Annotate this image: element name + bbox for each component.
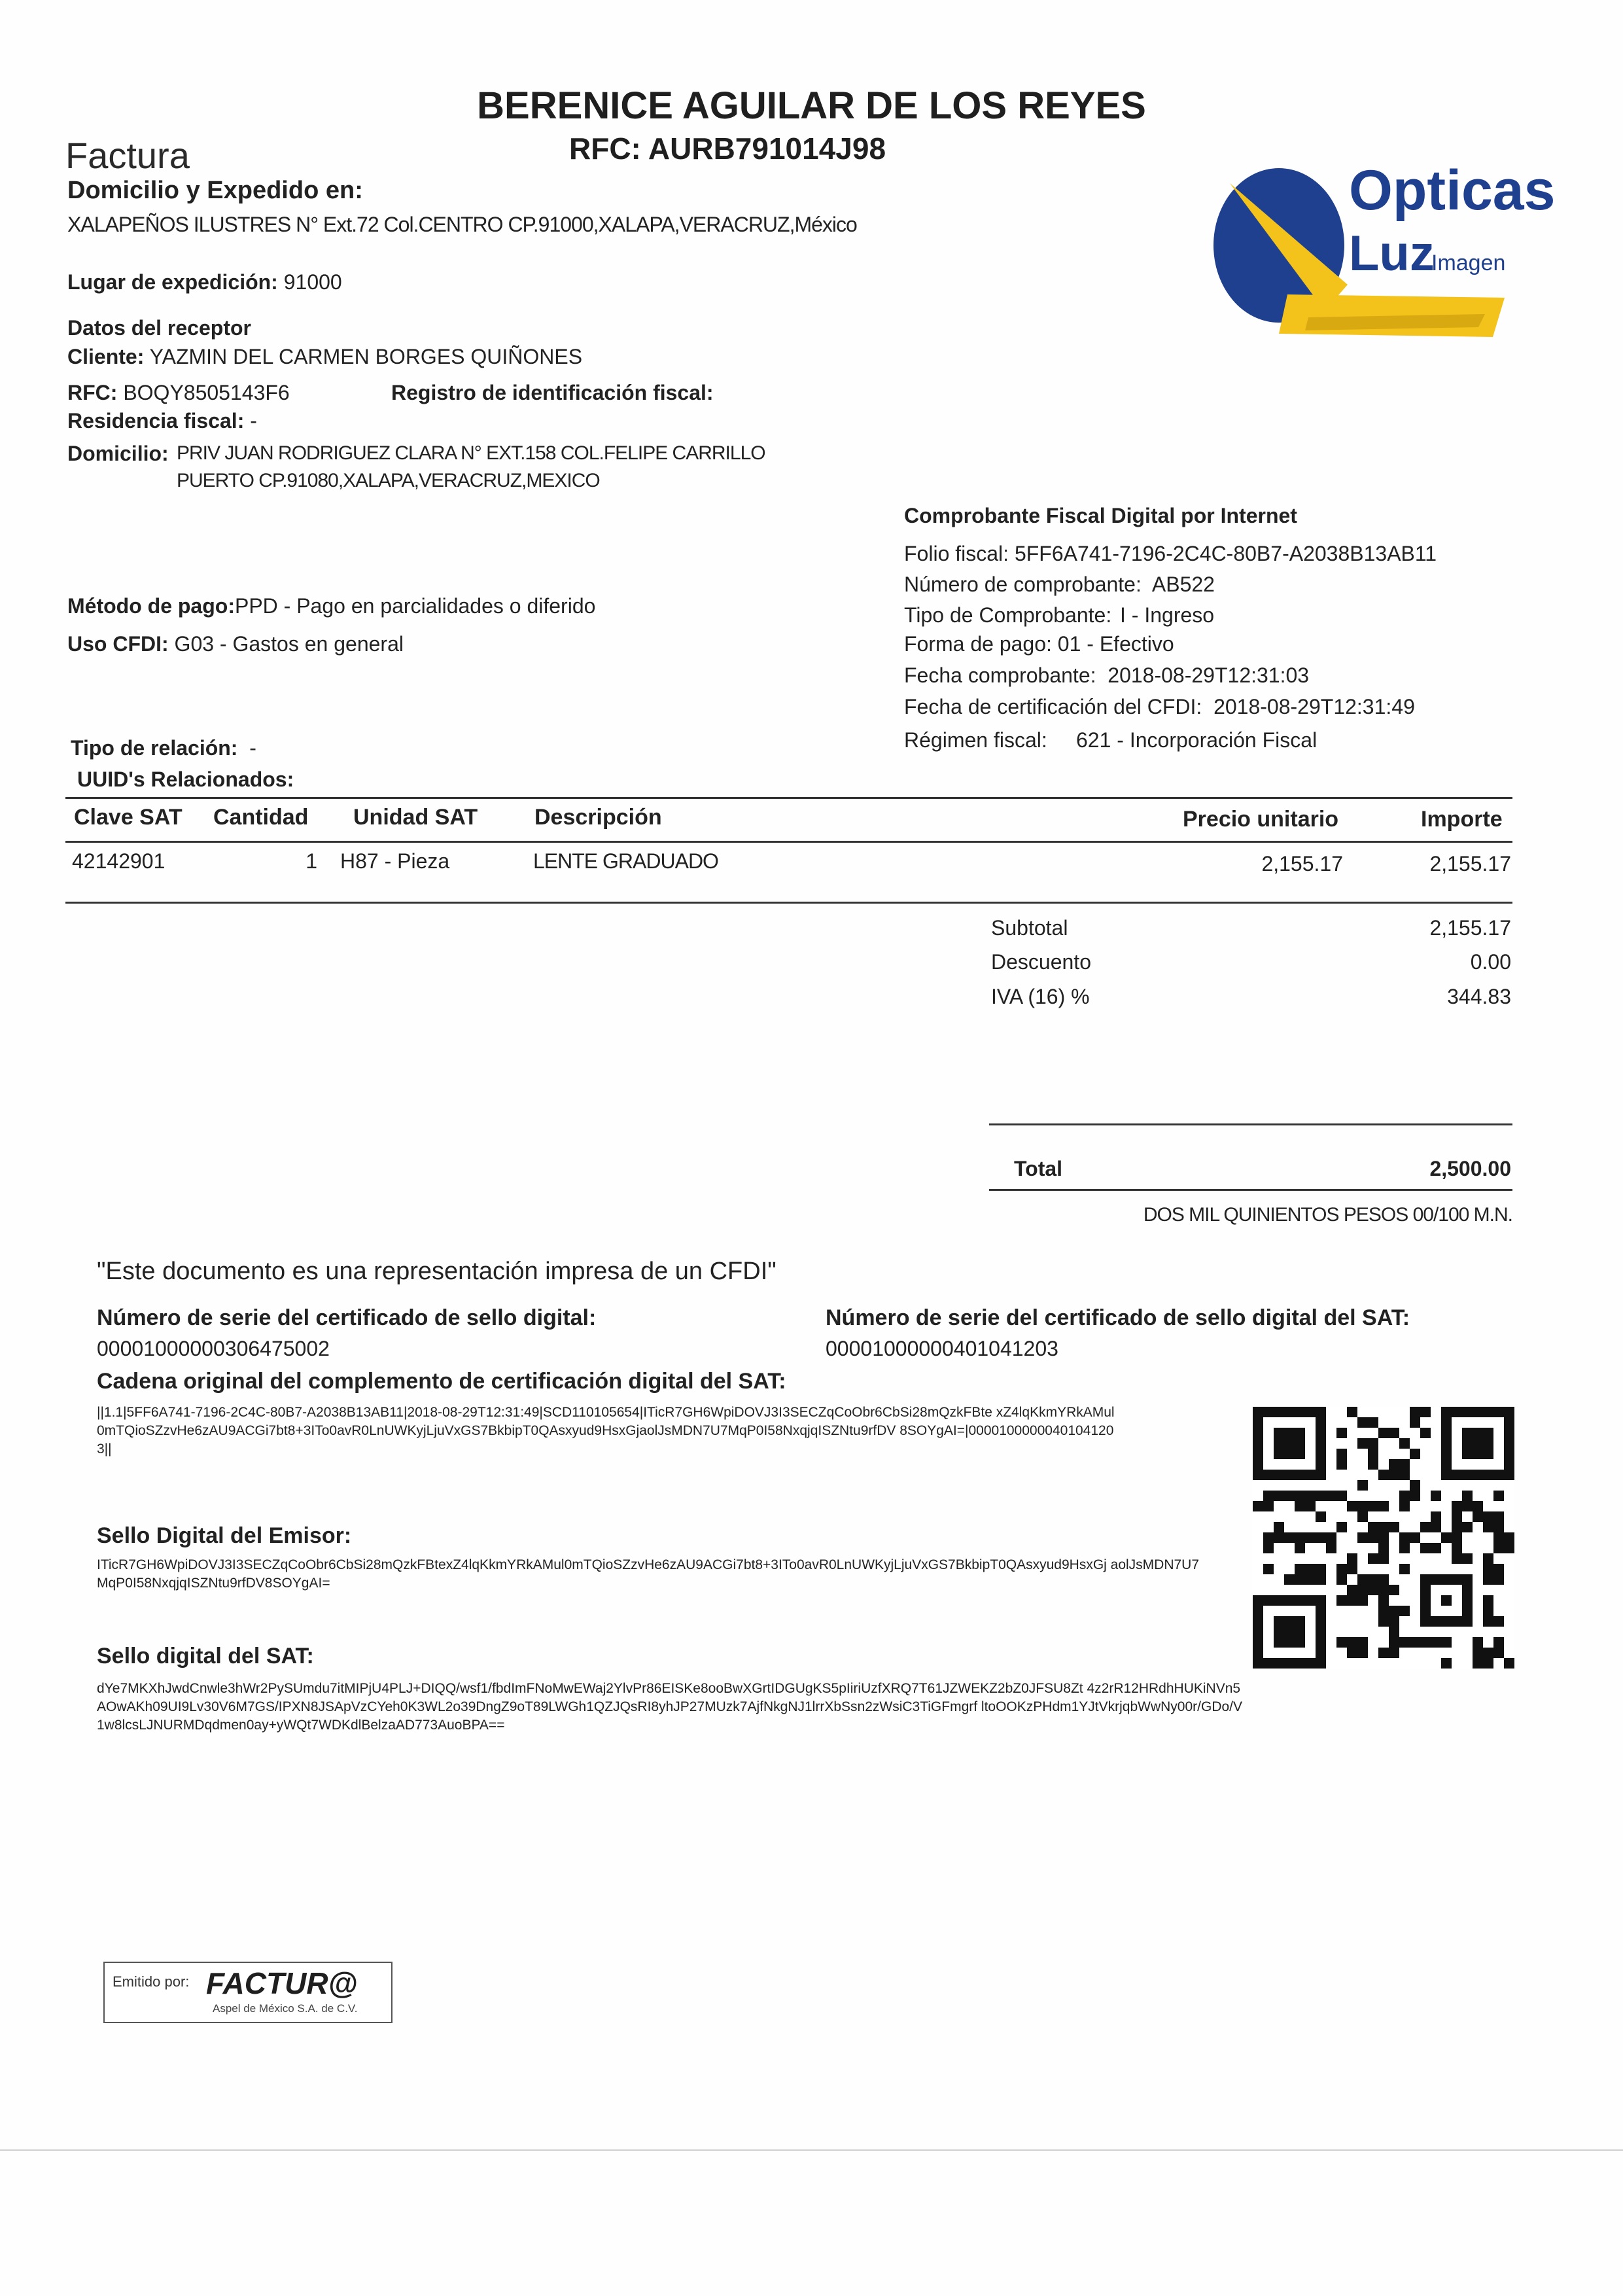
emitido-por-stamp (103, 1962, 393, 2023)
total-value: 2,500.00 (1429, 1157, 1511, 1180)
table-bottom-rule (65, 902, 1512, 904)
opticas-luz-logo (1210, 147, 1556, 357)
cliente-label: Cliente: (67, 345, 145, 368)
fecha-cert-label: Fecha de certificación del CFDI: (904, 695, 1202, 718)
issuer-rfc: RFC: AURB791014J98 (569, 132, 886, 166)
forma-value: 01 - Efectivo (1057, 632, 1174, 656)
receptor-domicilio-line1: PRIV JUAN RODRIGUEZ CLARA N° EXT.158 COL.FELIPE CARRILLO (177, 442, 765, 464)
lugar-value: 91000 (283, 270, 342, 294)
uso-label: Uso CFDI: (67, 632, 169, 656)
total-top-rule (989, 1123, 1512, 1125)
emitido-sub: Aspel de México S.A. de C.V. (213, 2002, 358, 2015)
col-clave-sat: Clave SAT (74, 805, 183, 830)
descuento-label: Descuento (991, 950, 1091, 974)
folio-fiscal (904, 542, 1437, 566)
numero-value: AB522 (1151, 573, 1215, 596)
cert-label: Número de serie del certificado de sello digital: (97, 1305, 597, 1330)
receptor-domicilio-label: Domicilio: (67, 442, 169, 465)
folio-label: Folio fiscal: (904, 542, 1009, 565)
col-precio-unitario: Precio unitario (1183, 807, 1339, 832)
col-unidad-sat: Unidad SAT (353, 805, 478, 830)
cert-sat-value: 00001000000401041203 (826, 1337, 1058, 1360)
logo-word-opticas: Opticas (1349, 159, 1556, 222)
issuer-name: BERENICE AGUILAR DE LOS REYES (477, 84, 1146, 127)
cert-sat-label: Número de serie del certificado de sello digital del SAT: (826, 1305, 1410, 1330)
fecha-certificacion (904, 695, 1415, 719)
qr-code (1253, 1407, 1514, 1669)
cell-descripcion: LENTE GRADUADO (533, 849, 718, 873)
total-en-letra: DOS MIL QUINIENTOS PESOS 00/100 M.N. (1143, 1204, 1512, 1226)
document-type: Factura (65, 135, 190, 176)
lugar-label: Lugar de expedición: (67, 270, 278, 294)
relacion-value: - (249, 736, 256, 760)
scan-edge (0, 2149, 1623, 2151)
tipo-comprobante-value: I - Ingreso (1120, 603, 1215, 627)
fecha-value: 2018-08-29T12:31:03 (1108, 663, 1310, 687)
regimen-fiscal-label: Régimen fiscal: (904, 728, 1047, 752)
forma-label: Forma de pago: (904, 632, 1052, 656)
residencia-label: Residencia fiscal: (67, 409, 245, 433)
numero-label: Número de comprobante: (904, 573, 1142, 596)
fecha-cert-value: 2018-08-29T12:31:49 (1213, 695, 1415, 718)
subtotal-label: Subtotal (991, 916, 1068, 940)
descuento-value: 0.00 (1470, 950, 1511, 974)
residencia-fiscal (67, 409, 257, 433)
forma-pago (904, 632, 1174, 656)
cfdi-title: Comprobante Fiscal Digital por Internet (904, 504, 1297, 527)
cell-cantidad: 1 (305, 849, 317, 873)
col-cantidad: Cantidad (213, 805, 309, 830)
total-bottom-rule (989, 1189, 1512, 1191)
uuids-label: UUID's Relacionados: (77, 768, 294, 791)
cadena-label: Cadena original del complemento de certificación digital del SAT: (97, 1369, 786, 1394)
logo-word-luz: Luz (1349, 226, 1435, 281)
representacion-impresa: "Este documento es una representación impresa de un CFDI" (97, 1258, 777, 1285)
total-label: Total (1014, 1157, 1063, 1180)
cell-precio-unitario: 2,155.17 (1261, 852, 1343, 875)
folio-value: 5FF6A741-7196-2C4C-80B7-A2038B13AB11 (1014, 542, 1437, 565)
receptor-rfc (67, 381, 290, 405)
numero-comprobante (904, 573, 1215, 597)
col-descripcion: Descripción (534, 805, 662, 830)
receptor-domicilio-line2: PUERTO CP.91080,XALAPA,VERACRUZ,MEXICO (177, 470, 600, 491)
cell-importe: 2,155.17 (1429, 852, 1511, 875)
tipo-relacion (71, 736, 256, 760)
uso-cfdi (67, 632, 404, 656)
residencia-value: - (250, 409, 257, 433)
lugar-expedicion (67, 270, 342, 294)
receptor-rfc-label: RFC: (67, 381, 118, 404)
receptor-rfc-value: BOQY8505143F6 (123, 381, 290, 404)
cadena-value: ||1.1|5FF6A741-7196-2C4C-80B7-A2038B13AB11|2018-08-29T12:31:49|SCD110105654|ITicR7GH6WpiDOVJ3I3SECZqCoObr6CbSi28mQzkFBte xZ4lqKkmYRkAMul0mTQioSZzvHe6zAU9ACGi7bt8+3ITo0avR0LnUWKyjLjuVxGS7BkbipT0QAsxyud9HsxGjaolJsMDN7U7MqP0I58NxqjqISZNtu9rfDV 8SOYgAI=|00001000000401041203|| (97, 1405, 1115, 1457)
uso-value: G03 - Gastos en general (174, 632, 404, 656)
fecha-comprobante (904, 663, 1309, 688)
cliente (67, 345, 582, 369)
iva-label: IVA (16) % (991, 985, 1090, 1008)
registro-label: Registro de identificación fiscal: (391, 381, 714, 404)
iva-value: 344.83 (1447, 985, 1511, 1008)
sello-emisor-label: Sello Digital del Emisor: (97, 1523, 352, 1548)
tipo-comprobante-label: Tipo de Comprobante: (904, 603, 1112, 627)
metodo-label: Método de pago: (67, 594, 235, 618)
table-header-rule (65, 841, 1512, 843)
sello-sat-value: dYe7MKXhJwdCnwle3hWr2PySUmdu7itMIPjU4PLJ+DIQQ/wsf1/fbdImFNoMwEWaj2YlvPr86EISKe8ooBwXGrtIDGUgKS5pIiriUzfXRQ7T61JZWEKZ2bZ0JFSU8Zt 4z2rR12HRdhHUKiNVn5AOwAKh09UI9Lv30V6M7GS/IPXN8JSApVzCYeh0K3WL2o39DngZ9oT89LWGh1QZJQsRI8yhJP27MUzk7AjfNkgNJ1lrrXbSsn2zWsiC3TiGFmgrf ltoOOKzPHdm1YJtVkrjqbWwNy00r/GDo/V1w8lcsLJNURMDqdmen0ay+yWQt7WDKdlBelzaAD773AuoBPA== (97, 1681, 1243, 1733)
domicilio-value: XALAPEÑOS ILUSTRES N° Ext.72 Col.CENTRO CP.91000,XALAPA,VERACRUZ,México (67, 213, 857, 236)
regimen-fiscal-value: 621 - Incorporación Fiscal (1076, 728, 1318, 752)
fecha-label: Fecha comprobante: (904, 663, 1096, 687)
table-top-rule (65, 797, 1512, 799)
domicilio-label: Domicilio y Expedido en: (67, 177, 363, 204)
sello-emisor-value: ITicR7GH6WpiDOVJ3I3SECZqCoObr6CbSi28mQzkFBtexZ4lqKkmYRkAMul0mTQioSZzvHe6zAU9ACGi7bt8+3ITo0avR0LnUWKyjLjuVxGS7BkbipT0QAsxyud9HsxGj aolJsMDN7U7MqP0I58NxqjqISZNtu9rfDV8SOYgAI= (97, 1557, 1200, 1591)
cliente-value: YAZMIN DEL CARMEN BORGES QUIÑONES (149, 345, 583, 368)
metodo-value: PPD - Pago en parcialidades o diferido (234, 594, 596, 618)
cell-unidad-sat: H87 - Pieza (340, 849, 450, 873)
receptor-section-label: Datos del receptor (67, 316, 251, 340)
cert-value: 00001000000306475002 (97, 1337, 330, 1360)
metodo-pago (67, 594, 595, 618)
relacion-label: Tipo de relación: (71, 736, 238, 760)
subtotal-value: 2,155.17 (1429, 916, 1511, 940)
sello-sat-label: Sello digital del SAT: (97, 1644, 314, 1669)
emitido-label: Emitido por: (113, 1973, 190, 1990)
col-importe: Importe (1421, 807, 1503, 832)
logo-word-imagen: Imagen (1431, 251, 1506, 275)
cell-clave-sat: 42142901 (72, 849, 166, 873)
facture-brand: FACTUR@ (206, 1966, 358, 2000)
